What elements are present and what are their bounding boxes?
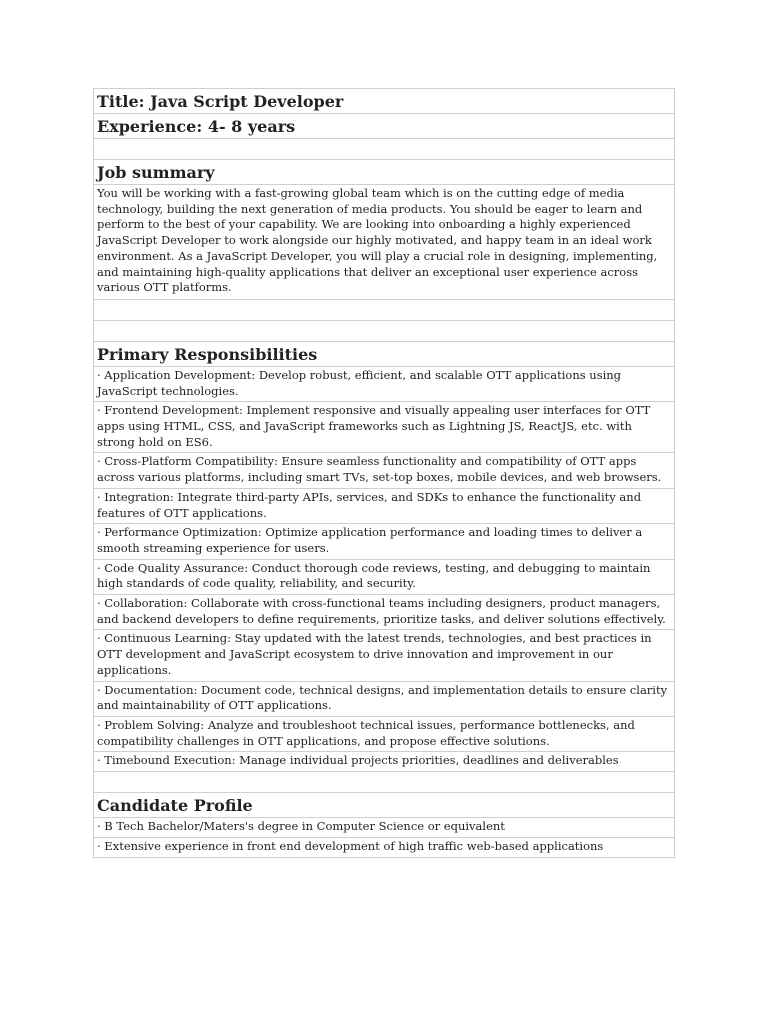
experience-line: Experience: 4- 8 years <box>94 114 675 139</box>
responsibility-item: · Documentation: Document code, technical designs, and implementation details to ensure clarity and maintainability of OTT applications. <box>94 681 675 716</box>
blank-row <box>94 139 675 160</box>
candidate-profile-item: · B Tech Bachelor/Maters's degree in Computer Science or equivalent <box>94 818 675 838</box>
responsibility-item: · Continuous Learning: Stay updated with the latest trends, technologies, and best practices in OTT development and JavaScript ecosystem to drive innovation and improvement in our applications. <box>94 630 675 681</box>
responsibilities-heading: Primary Responsibilities <box>94 341 675 366</box>
blank-row <box>94 299 675 320</box>
job-description-table <box>93 88 675 858</box>
blank-row <box>94 772 675 793</box>
responsibility-item: · Code Quality Assurance: Conduct thorough code reviews, testing, and debugging to maintain high standards of code quality, reliability, and security. <box>94 559 675 594</box>
blank-row <box>94 320 675 341</box>
candidate-profile-heading: Candidate Profile <box>94 793 675 818</box>
responsibility-item: · Frontend Development: Implement responsive and visually appealing user interfaces for OTT apps using HTML, CSS, and JavaScript frameworks such as Lightning JS, ReactJS, etc. with strong hold on ES6. <box>94 402 675 453</box>
responsibility-item: · Performance Optimization: Optimize application performance and loading times to deliver a smooth streaming experience for users. <box>94 524 675 559</box>
responsibility-item: · Problem Solving: Analyze and troubleshoot technical issues, performance bottlenecks, and compatibility challenges in OTT applications, and propose effective solutions. <box>94 716 675 751</box>
job-summary-heading: Job summary <box>94 160 675 185</box>
job-summary-text: You will be working with a fast-growing global team which is on the cutting edge of media technology, building the next generation of media products. You should be eager to learn and perform to the best of your capability. We are looking into onboarding a highly experienced JavaScript Developer to work alongside our highly motivated, and happy team in an ideal work environment. As a JavaScript Developer, you will play a crucial role in designing, implementing, and maintaining high-quality applications that deliver an exceptional user experience across various OTT platforms. <box>94 185 675 300</box>
responsibility-item: · Cross-Platform Compatibility: Ensure seamless functionality and compatibility of OTT apps across various platforms, including smart TVs, set-top boxes, mobile devices, and web browsers. <box>94 453 675 488</box>
responsibility-item: · Application Development: Develop robust, efficient, and scalable OTT applications using JavaScript technologies. <box>94 366 675 401</box>
job-title: Title: Java Script Developer <box>94 89 675 114</box>
responsibility-item: · Collaboration: Collaborate with cross-functional teams including designers, product managers, and backend developers to define requirements, prioritize tasks, and deliver solutions effectively. <box>94 595 675 630</box>
responsibility-item: · Integration: Integrate third-party APIs, services, and SDKs to enhance the functionality and features of OTT applications. <box>94 488 675 523</box>
candidate-profile-item: · Extensive experience in front end development of high traffic web-based applications <box>94 837 675 857</box>
responsibility-item: · Timebound Execution: Manage individual projects priorities, deadlines and deliverables <box>94 752 675 772</box>
